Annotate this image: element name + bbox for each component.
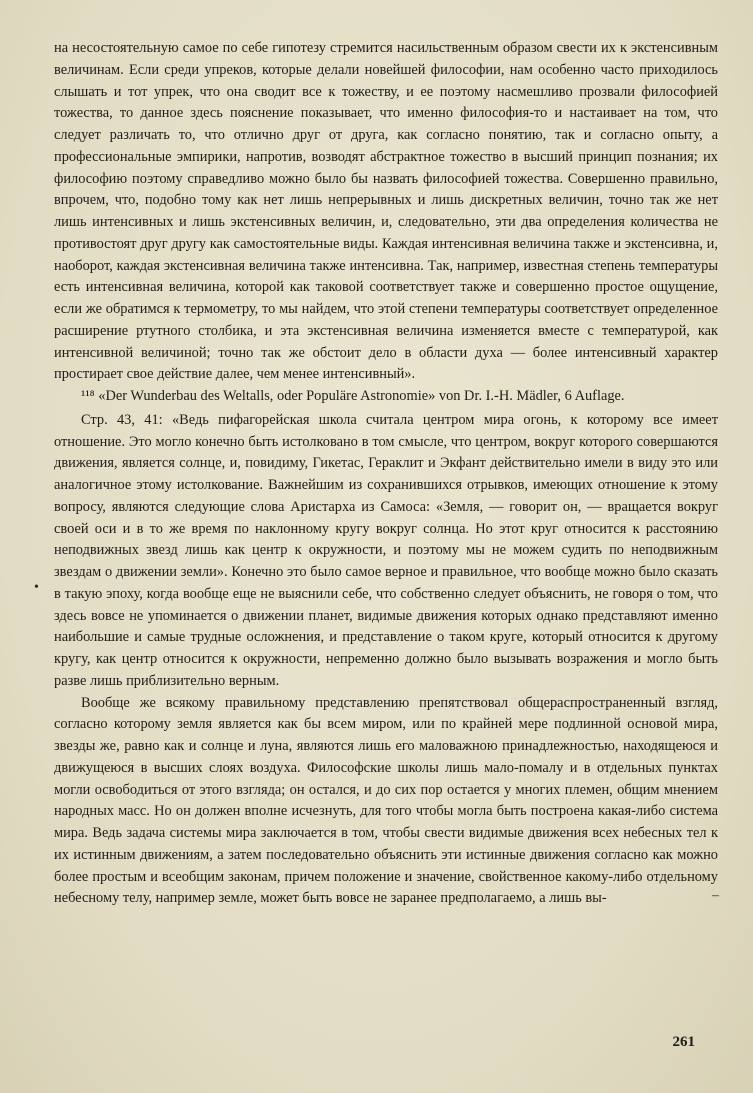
paragraph-continuation: на несостоятельную самое по себе гипотезу стремится насильственным образом свести их к экстенсивным величинам. Если среди упреков, которые делали новейшей философии, нам особенно часто приходилось слышать и тот упрек, что она сводит все к тожеству, и ее поэтому насмешливо прозвали философией тожества, то данное здесь пояснение показывает, что именно философия-то и настаивает на том, что следует различать то, что отлично друг от друга, как согласно понятию, так и согласно опыту, а профессиональные эмпирики, напротив, возводят абстрактное тожество в высший принцип познания; их философию поэтому справедливо можно было бы назвать философией тожества. Совершенно правильно, впрочем, что, подобно тому как нет лишь непрерывных и лишь дискретных величин, точно так же нет лишь интенсивных и лишь экстенсивных величин, и, следовательно, эти два определения количества не противостоят друг другу как самостоятельные виды. Каждая интенсивная величина также и экстенсивна, и, наоборот, каждая экстенсивная величина также интенсивна. Так, например, известная степень температуры есть интенсивная величина, которой как таковой соответствует также и совершенно простое ощущение, если же обратимся к термометру, то мы найдем, что этой степени температуры соответствует определенное расширение ртутного столбика, и эта экстенсивная величина изменяется вместе с температурой, как интенсивной величиной; точно так же обстоит дело в области духа — более интенсивный характер простирает свое действие далее, чем менее интенсивный». [54, 40, 718, 383]
margin-mark-icon: • [34, 580, 39, 595]
footnote-reference: ¹¹⁸ «Der Wunderbau des Weltalls, oder Populäre Astronomie» von Dr. I.-H. Mädler, 6 Auflage. [81, 388, 625, 404]
paragraph-quote: Стр. 43, 41: «Ведь пифагорейская школа считала центром мира огонь, к которому все имеет отношение. Это могло конечно быть истолковано в том смысле, что центром, вокруг которого совершаются движения, является солнце, и, повидиму, Гикетас, Гераклит и Экфант действительно имели в виду это или аналогичное этому истолкование. Важнейшим из сохранившихся отрывков, имеющих отношение к этому вопросу, являются следующие слова Аристарха из Самоса: «Земля, — говорит он, — вращается вокруг своей оси и в то же время по наклонному кругу вокруг солнца. Но этот круг относится к расстоянию неподвижных звезд лишь как центр к окружности, и поэтому мы не можем судить по неподвижным звездам о движении земли». Конечно это было самое верное и правильное, что вообще можно было сказать в такую эпоху, когда вообще еще не выяснили себе, что собственно следует объяснить, не говоря о том, что здесь вовсе не упоминается о движении планет, видимые движения которых однако представляют именно наибольшие и самые трудные осложнения, и представление о таком круге, который относится к другому кругу, как центр относится к окружности, непременно должно было вызывать возражения и могло быть разве лишь приблизительно верным. [54, 411, 718, 689]
paragraph-system: Вообще же всякому правильному представлению препятствовал общераспространенный взгляд, согласно которому земля является как бы всем миром, или по крайней мере подлинной основой мира, звезды же, равно как и солнце и луна, являются лишь его маловажною принадлежностью, находящеюся и движущеюся в высших слоях воздуха. Философские школы лишь мало-помалу и в отдельных пунктах могли освободиться от этого взгляда; он остался, и до сих пор остается у многих племен, общим мнением народных масс. Но он должен вполне исчезнуть, для того чтобы могла быть построена какая-либо система мира. Ведь задача системы мира заключается в том, чтобы свести видимые движения всех небесных тел к их истинным движениям, а затем последовательно объяснить эти истинные движения согласно как можно более простым и всеобщим законам, причем положение и значение, свойственное какому-либо отдельному небесному телу, например земле, может быть вовсе не заранее предполагаемо, а лишь вы- [54, 694, 718, 907]
page-number: 261 [672, 1034, 695, 1050]
margin-dash-icon: – [712, 888, 719, 903]
body-text [54, 38, 718, 910]
